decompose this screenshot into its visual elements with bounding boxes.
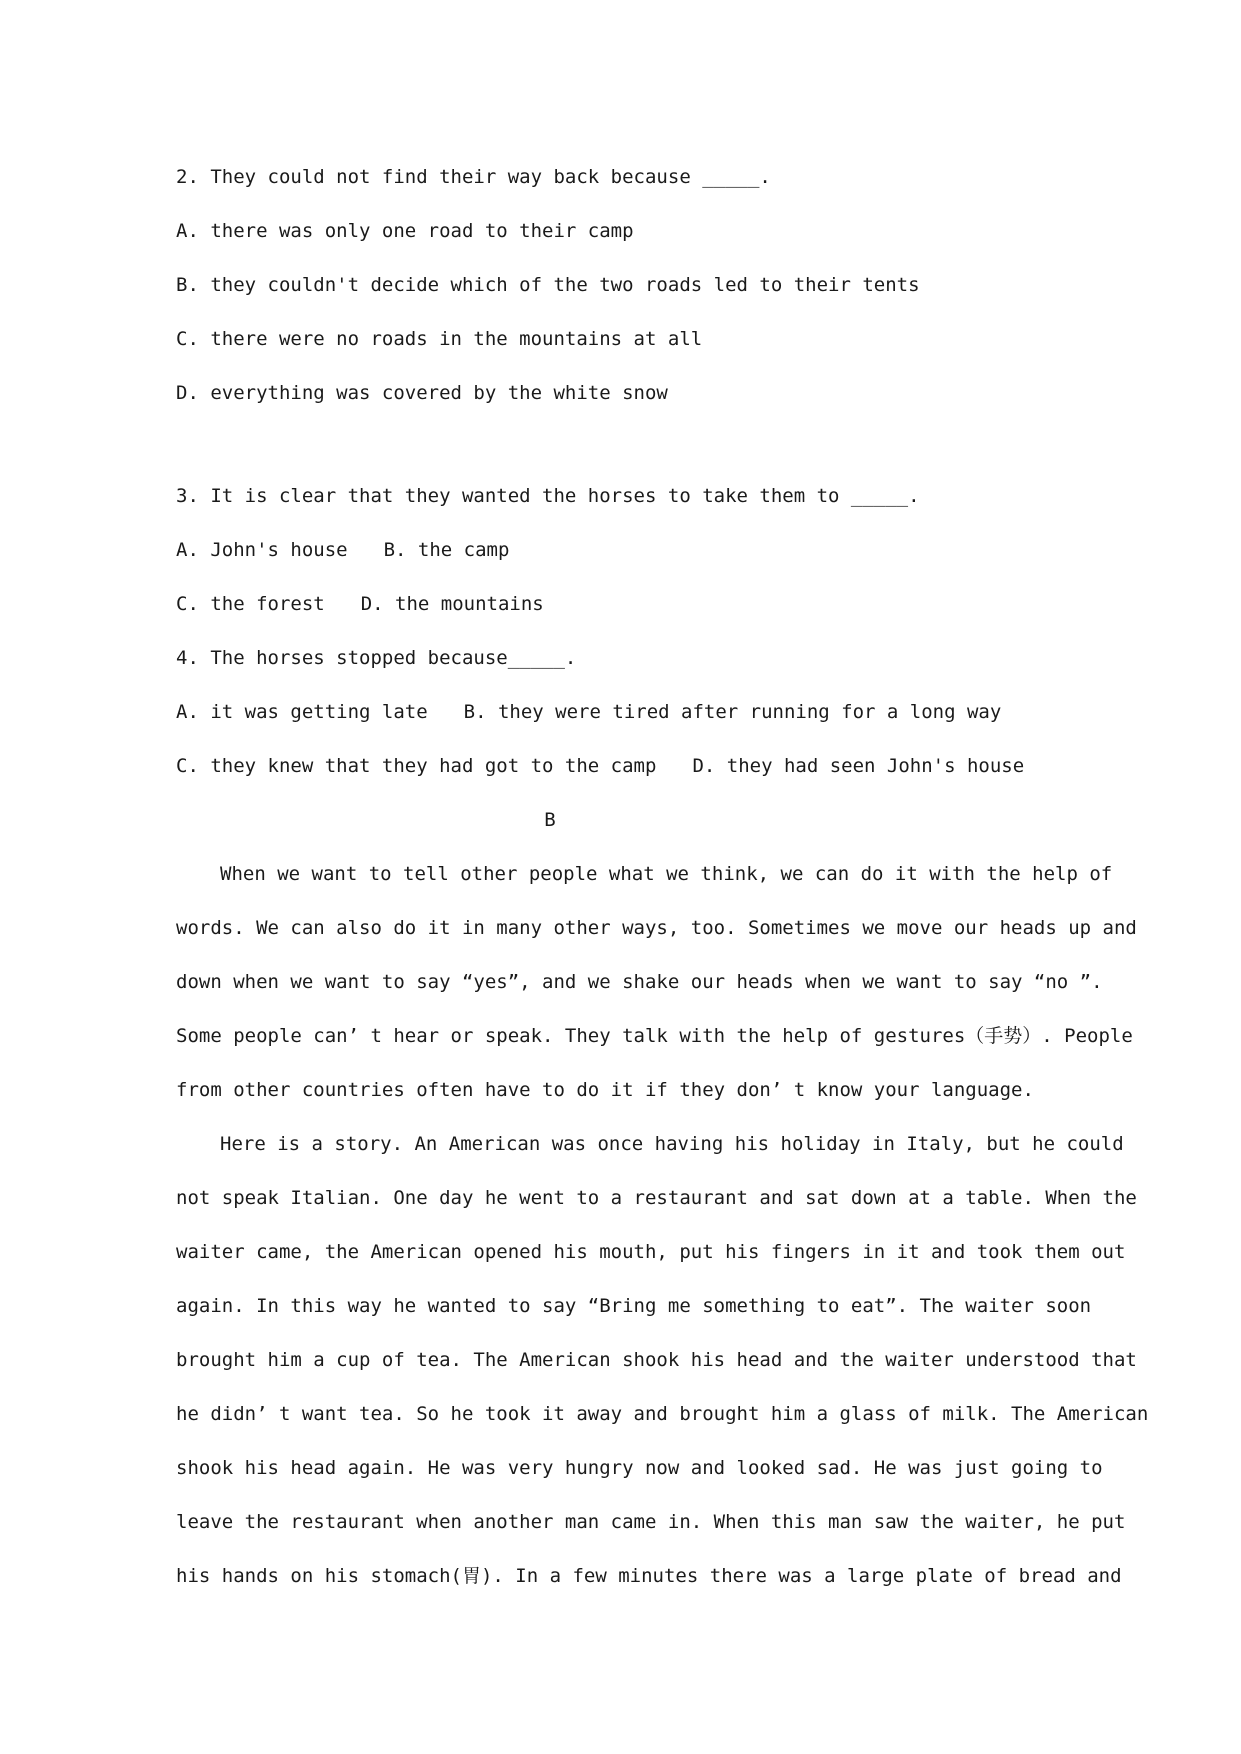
question-4-option-a: A. it was getting late <box>176 701 428 723</box>
paragraph-2-line-2: not speak Italian. One day he went to a restaurant and sat down at a table. When the <box>176 1187 1137 1209</box>
question-2-option-b: B. they couldn't decide which of the two roads led to their tents <box>176 274 920 296</box>
paragraph-2-line-6: he didn’ t want tea. So he took it away and brought him a glass of milk. The American <box>176 1403 1149 1425</box>
question-2-option-a: A. there was only one road to their camp <box>176 220 634 242</box>
paragraph-1-line-4: Some people can’ t hear or speak. They talk with the help of gestures（手势）. People <box>176 1025 1133 1047</box>
question-2-stem: 2. They could not find their way back because _____. <box>176 166 771 188</box>
paragraph-2-line-4: again. In this way he wanted to say “Bring me something to eat”. The waiter soon <box>176 1295 1092 1317</box>
question-3-options-cd <box>176 591 544 617</box>
question-3-options-ab <box>176 537 509 563</box>
question-3-option-c: C. the forest <box>176 593 325 615</box>
question-2-option-d: D. everything was covered by the white snow <box>176 382 668 404</box>
question-4-options-ab <box>176 699 1001 725</box>
paragraph-1-line-1: When we want to tell other people what we think, we can do it with the help of <box>220 863 1113 885</box>
question-2-option-c: C. there were no roads in the mountains at all <box>176 328 703 350</box>
paragraph-2-line-1: Here is a story. An American was once having his holiday in Italy, but he could <box>220 1133 1124 1155</box>
question-4-option-c: C. they knew that they had got to the camp <box>176 755 657 777</box>
paragraph-2-line-3: waiter came, the American opened his mouth, put his fingers in it and took them out <box>176 1241 1126 1263</box>
paragraph-1-line-5: from other countries often have to do it if they don’ t know your language. <box>176 1079 1034 1101</box>
question-3-option-b: B. the camp <box>383 539 510 561</box>
paragraph-2-line-8: leave the restaurant when another man came in. When this man saw the waiter, he put <box>176 1511 1126 1533</box>
section-b-heading: B <box>544 809 556 831</box>
question-3-stem: 3. It is clear that they wanted the horses to take them to _____. <box>176 485 920 507</box>
question-4-option-b: B. they were tired after running for a long way <box>463 701 1002 723</box>
paragraph-2-line-9: his hands on his stomach(胃). In a few minutes there was a large plate of bread and <box>176 1565 1122 1587</box>
paragraph-2-line-5: brought him a cup of tea. The American shook his head and the waiter understood that <box>176 1349 1137 1371</box>
paragraph-1-line-3: down when we want to say “yes”, and we shake our heads when we want to say “no ”. <box>176 971 1103 993</box>
question-4-options-cd <box>176 753 1024 779</box>
paragraph-1-line-2: words. We can also do it in many other ways, too. Sometimes we move our heads up and <box>176 917 1137 939</box>
question-4-option-d: D. they had seen John's house <box>692 755 1025 777</box>
question-4-stem: 4. The horses stopped because_____. <box>176 647 577 669</box>
question-3-option-d: D. the mountains <box>360 593 544 615</box>
paragraph-2-line-7: shook his head again. He was very hungry now and looked sad. He was just going to <box>176 1457 1103 1479</box>
question-3-option-a: A. John's house <box>176 539 348 561</box>
